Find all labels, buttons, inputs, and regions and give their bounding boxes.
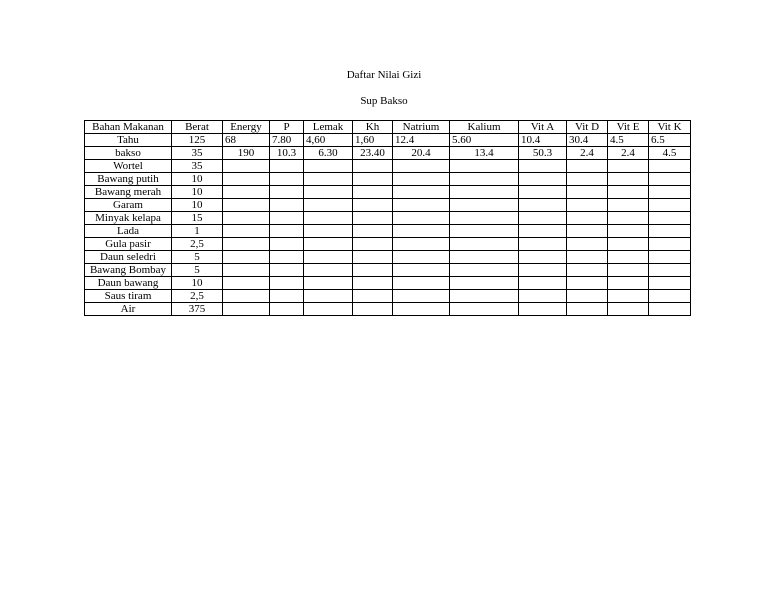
table-cell: 4.5 — [649, 147, 691, 160]
table-cell — [450, 160, 519, 173]
table-cell — [270, 264, 304, 277]
table-cell — [567, 264, 608, 277]
table-row — [85, 225, 691, 238]
column-header: Lemak — [304, 121, 353, 134]
table-cell: 6.30 — [304, 147, 353, 160]
table-cell — [223, 225, 270, 238]
table-cell: 35 — [172, 147, 223, 160]
table-cell — [270, 225, 304, 238]
table-cell: 1 — [172, 225, 223, 238]
table-cell — [649, 290, 691, 303]
table-cell: 2,5 — [172, 238, 223, 251]
table-cell — [270, 186, 304, 199]
table-cell — [353, 199, 393, 212]
table-cell — [393, 303, 450, 316]
table-cell — [393, 238, 450, 251]
table-row — [85, 173, 691, 186]
table-cell — [649, 277, 691, 290]
table-cell — [608, 238, 649, 251]
table-cell: 68 — [223, 134, 270, 147]
table-cell: 10.3 — [270, 147, 304, 160]
table-cell: Lada — [85, 225, 172, 238]
column-header: Kh — [353, 121, 393, 134]
table-cell — [567, 251, 608, 264]
table-cell — [519, 238, 567, 251]
table-cell — [393, 290, 450, 303]
table-cell — [519, 160, 567, 173]
table-cell — [304, 264, 353, 277]
table-cell: 4,60 — [304, 134, 353, 147]
table-cell — [567, 212, 608, 225]
table-cell — [608, 212, 649, 225]
table-cell — [353, 303, 393, 316]
table-cell — [393, 186, 450, 199]
column-header: Vit A — [519, 121, 567, 134]
table-header-row — [85, 121, 691, 134]
table-cell: 30.4 — [567, 134, 608, 147]
table-cell — [353, 212, 393, 225]
table-cell — [270, 303, 304, 316]
table-cell — [450, 199, 519, 212]
table-cell: Saus tiram — [85, 290, 172, 303]
table-cell — [649, 160, 691, 173]
table-row — [85, 238, 691, 251]
table-cell — [353, 186, 393, 199]
table-cell: Daun bawang — [85, 277, 172, 290]
table-cell — [608, 225, 649, 238]
table-cell — [608, 173, 649, 186]
table-cell — [353, 225, 393, 238]
table-cell — [304, 303, 353, 316]
column-header: Natrium — [393, 121, 450, 134]
table-cell — [270, 199, 304, 212]
table-cell — [567, 277, 608, 290]
table-cell — [393, 277, 450, 290]
table-cell — [393, 251, 450, 264]
table-cell: Bawang putih — [85, 173, 172, 186]
table-cell — [519, 173, 567, 186]
table-cell: 7.80 — [270, 134, 304, 147]
table-row — [85, 186, 691, 199]
table-cell — [223, 251, 270, 264]
table-cell — [304, 225, 353, 238]
table-cell — [450, 303, 519, 316]
table-cell — [567, 186, 608, 199]
table-cell — [353, 290, 393, 303]
table-cell — [519, 212, 567, 225]
table-cell — [450, 277, 519, 290]
table-cell — [270, 290, 304, 303]
table-cell — [519, 225, 567, 238]
table-cell — [223, 303, 270, 316]
table-cell — [567, 290, 608, 303]
table-cell — [649, 225, 691, 238]
table-cell: 10 — [172, 186, 223, 199]
table-cell — [353, 251, 393, 264]
table-cell — [519, 277, 567, 290]
table-cell — [649, 212, 691, 225]
table-cell: 35 — [172, 160, 223, 173]
table-row — [85, 290, 691, 303]
table-cell: Gula pasir — [85, 238, 172, 251]
table-cell: 10 — [172, 199, 223, 212]
table-cell: 5.60 — [450, 134, 519, 147]
table-cell: 125 — [172, 134, 223, 147]
table-cell — [304, 160, 353, 173]
table-cell — [270, 238, 304, 251]
table-row — [85, 212, 691, 225]
table-cell — [353, 238, 393, 251]
column-header: Vit D — [567, 121, 608, 134]
table-cell: 5 — [172, 264, 223, 277]
column-header: Energy — [223, 121, 270, 134]
table-cell — [649, 173, 691, 186]
table-cell — [608, 186, 649, 199]
column-header: Berat — [172, 121, 223, 134]
table-cell — [567, 160, 608, 173]
page-subtitle: Sup Bakso — [360, 95, 408, 107]
table-cell — [270, 212, 304, 225]
table-cell — [519, 251, 567, 264]
table-cell: bakso — [85, 147, 172, 160]
table-cell — [649, 251, 691, 264]
table-cell: 375 — [172, 303, 223, 316]
table-cell: 5 — [172, 251, 223, 264]
table-cell — [608, 277, 649, 290]
table-cell — [393, 173, 450, 186]
table-cell — [304, 186, 353, 199]
table-row — [85, 264, 691, 277]
table-cell — [519, 303, 567, 316]
table-cell: 190 — [223, 147, 270, 160]
table-cell — [223, 290, 270, 303]
column-header: Vit E — [608, 121, 649, 134]
table-cell — [353, 277, 393, 290]
column-header: Kalium — [450, 121, 519, 134]
table-cell — [270, 160, 304, 173]
table-row — [85, 303, 691, 316]
table-cell — [393, 160, 450, 173]
table-cell: 1,60 — [353, 134, 393, 147]
table-cell: 10 — [172, 173, 223, 186]
table-cell — [608, 264, 649, 277]
table-cell — [304, 251, 353, 264]
table-cell — [450, 173, 519, 186]
table-cell — [393, 264, 450, 277]
table-cell — [304, 173, 353, 186]
table-cell — [649, 303, 691, 316]
table-cell — [567, 225, 608, 238]
table-cell: 20.4 — [393, 147, 450, 160]
table-cell — [353, 173, 393, 186]
table-cell — [304, 199, 353, 212]
table-cell: 10.4 — [519, 134, 567, 147]
table-cell: Garam — [85, 199, 172, 212]
table-cell — [608, 251, 649, 264]
table-cell — [608, 199, 649, 212]
table-row — [85, 199, 691, 212]
table-cell — [450, 225, 519, 238]
table-cell — [450, 186, 519, 199]
table-cell — [223, 264, 270, 277]
table-cell — [304, 277, 353, 290]
table-cell — [304, 238, 353, 251]
table-cell: Daun seledri — [85, 251, 172, 264]
table-cell — [649, 238, 691, 251]
table-cell — [223, 212, 270, 225]
table-cell — [223, 199, 270, 212]
table-cell: Wortel — [85, 160, 172, 173]
table-cell — [304, 212, 353, 225]
table-row — [85, 277, 691, 290]
table-cell: 15 — [172, 212, 223, 225]
table-cell: Tahu — [85, 134, 172, 147]
table-cell — [353, 160, 393, 173]
table-row — [85, 147, 691, 160]
table-cell — [223, 238, 270, 251]
table-cell — [450, 212, 519, 225]
table-cell — [519, 186, 567, 199]
table-cell: 2.4 — [567, 147, 608, 160]
table-cell — [304, 290, 353, 303]
table-cell — [608, 290, 649, 303]
table-cell — [608, 303, 649, 316]
table-cell — [567, 303, 608, 316]
table-cell — [353, 264, 393, 277]
table-cell: Minyak kelapa — [85, 212, 172, 225]
page-title: Daftar Nilai Gizi — [346, 69, 422, 81]
table-cell: Air — [85, 303, 172, 316]
column-header: Bahan Makanan — [85, 121, 172, 134]
table-cell: 10 — [172, 277, 223, 290]
table-cell — [567, 199, 608, 212]
table-cell — [393, 199, 450, 212]
table-cell — [270, 277, 304, 290]
table-cell — [450, 251, 519, 264]
table-cell — [270, 173, 304, 186]
table-cell: Bawang Bombay — [85, 264, 172, 277]
column-header: P — [270, 121, 304, 134]
table-cell — [649, 264, 691, 277]
table-cell — [223, 160, 270, 173]
table-cell: 6.5 — [649, 134, 691, 147]
table-cell: 2.4 — [608, 147, 649, 160]
table-cell — [649, 186, 691, 199]
table-cell: 4.5 — [608, 134, 649, 147]
table-row — [85, 134, 691, 147]
table-cell: 12.4 — [393, 134, 450, 147]
table-cell — [270, 251, 304, 264]
table-cell — [567, 173, 608, 186]
table-cell: Bawang merah — [85, 186, 172, 199]
table-cell — [567, 238, 608, 251]
table-cell: 2,5 — [172, 290, 223, 303]
table-row — [85, 160, 691, 173]
table-cell — [608, 160, 649, 173]
table-cell — [393, 225, 450, 238]
table-cell — [519, 199, 567, 212]
table-cell — [450, 238, 519, 251]
column-header: Vit K — [649, 121, 691, 134]
table-cell — [649, 199, 691, 212]
table-cell — [450, 290, 519, 303]
table-row — [85, 251, 691, 264]
nutrition-table — [84, 120, 691, 316]
table-cell: 23.40 — [353, 147, 393, 160]
table-cell: 50.3 — [519, 147, 567, 160]
table-cell — [223, 173, 270, 186]
table-cell — [223, 277, 270, 290]
table-cell — [393, 212, 450, 225]
table-cell — [519, 290, 567, 303]
table-cell — [519, 264, 567, 277]
table-cell — [223, 186, 270, 199]
table-cell — [450, 264, 519, 277]
table-cell: 13.4 — [450, 147, 519, 160]
